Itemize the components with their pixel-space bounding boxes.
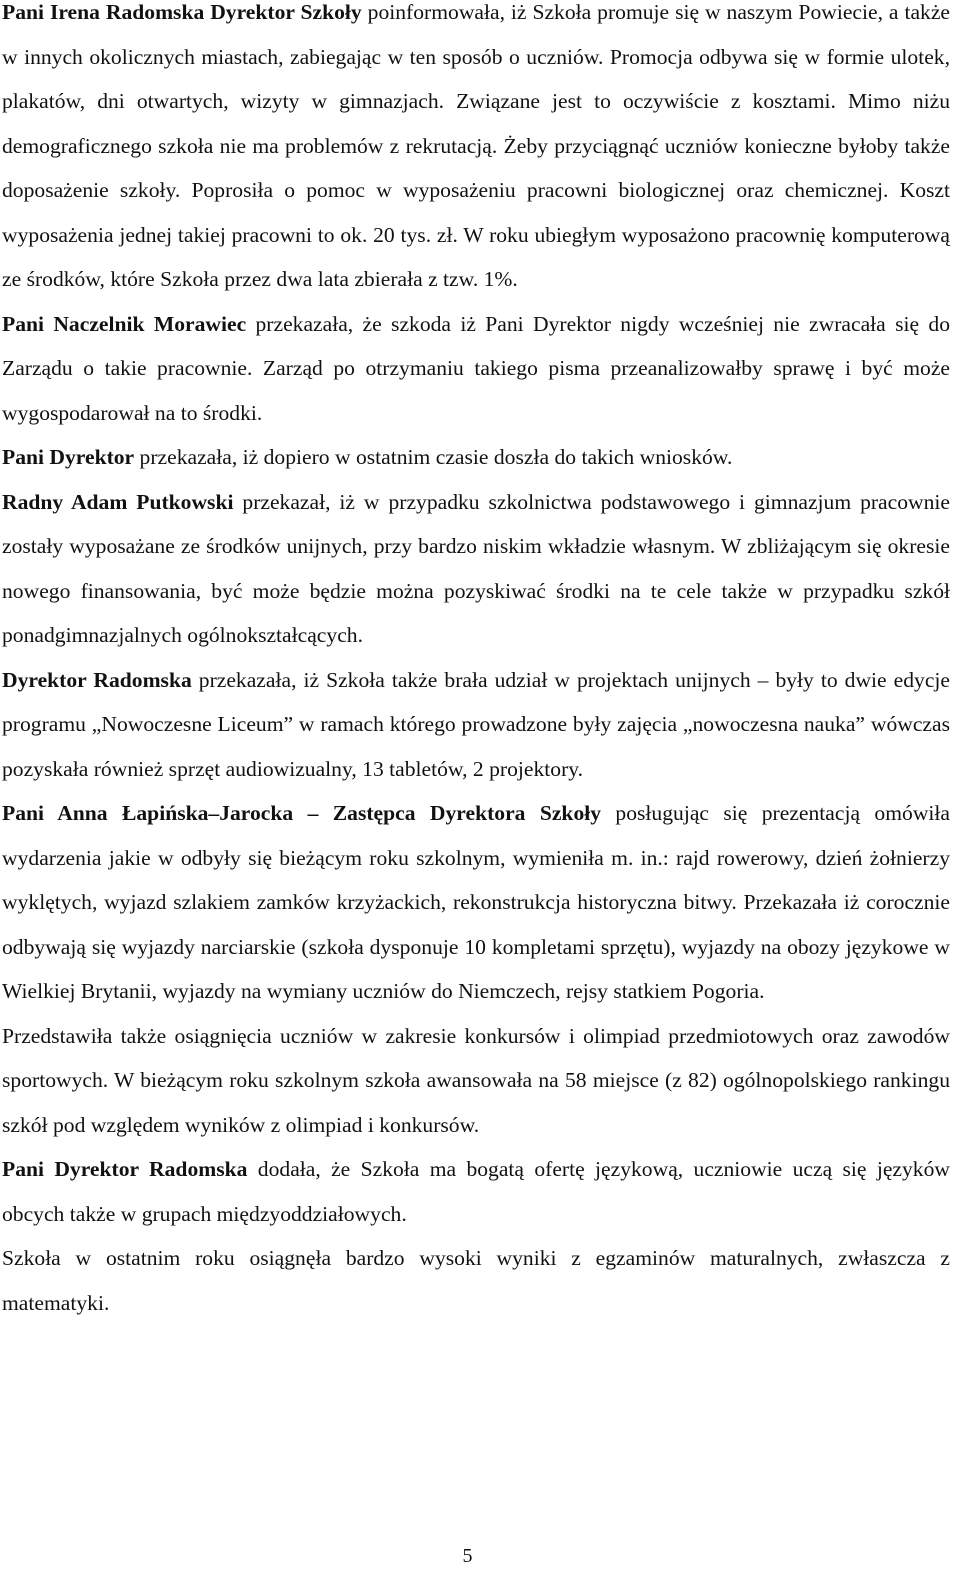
speaker-name: Pani Dyrektor <box>2 445 135 469</box>
paragraph-text: przekazała, iż dopiero w ostatnim czasie doszła do takich wniosków. <box>134 445 733 469</box>
paragraph-text: przekazała, że szkoda iż Pani Dyrektor nigdy wcześniej nie zwracała się do Zarządu o takie pracownie. Zarząd po otrzymaniu takiego pisma przeanalizowałby sprawę i być może wygospodarował na to środki. <box>2 311 950 425</box>
paragraph-language-offer <box>2 1147 950 1236</box>
speaker-name: Pani Dyrektor Radomska <box>2 1157 248 1181</box>
paragraph-putkowski <box>2 480 950 658</box>
paragraph-dyrektor-reply <box>2 435 950 480</box>
paragraph-radomska-promotion <box>2 0 950 302</box>
paragraph-radomska-projects <box>2 658 950 792</box>
speaker-name: Radny Adam Putkowski <box>2 489 234 514</box>
paragraph-text: Szkoła w ostatnim roku osiągnęła bardzo wysoki wyniki z egzaminów maturalnych, zwłaszcza z matematyki. <box>2 1246 950 1315</box>
speaker-name: Pani Naczelnik Morawiec <box>2 311 247 336</box>
paragraph-morawiec <box>2 302 950 436</box>
speaker-name: Pani Anna Łapińska–Jarocka – Zastępca Dyrektora Szkoły <box>2 801 602 825</box>
speaker-name: Dyrektor Radomska <box>2 667 192 692</box>
paragraph-text: Przedstawiła także osiągnięcia uczniów w zakresie konkursów i olimpiad przedmiotowych oraz zawodów sportowych. W bieżącym roku szkolnym szkoła awansowała na 58 miejsce (z 82) ogólnopolskiego rankingu szkół pod względem wyników z olimpiad i konkursów. <box>2 1023 950 1137</box>
paragraph-text: dodała, że Szkoła ma bogatą ofertę językową, uczniowie uczą się języków obcych także w grupach międzyoddziałowych. <box>2 1157 950 1226</box>
paragraph-text: posługując się prezentacją omówiła wydarzenia jakie w odbyły się bieżącym roku szkolnym, wymieniła m. in.: rajd rowerowy, dzień żołnierzy wyklętych, wyjazd szlakiem zamków krzyżackich, rekonstrukcja historyczna bitwy. Przekazała iż corocznie odbywają się wyjazdy narciarskie (szkoła dysponuje 10 kompletami sprzętu), wyjazdy na obozy językowe w Wielkiej Brytanii, wyjazdy na wymiany uczniów do Niemczech, rejsy statkiem Pogoria. <box>2 801 950 1003</box>
page-number: 5 <box>462 1545 473 1567</box>
speaker-name: Pani Irena Radomska Dyrektor Szkoły <box>2 0 362 24</box>
paragraph-achievements <box>2 1014 950 1148</box>
paragraph-lapinska-jarocka <box>2 791 950 1014</box>
paragraph-exam-results <box>2 1236 950 1325</box>
paragraph-text: poinformowała, iż Szkoła promuje się w naszym Powiecie, a także w innych okolicznych miastach, zabiegając w ten sposób o uczniów. Promocja odbywa się w formie ulotek, plakatów, dni otwartych, wizyty w gimnazjach. Związane jest to oczywiście z kosztami. Mimo niżu demograficznego szkoła nie ma problemów z rekrutacją. Żeby przyciągnąć uczniów konieczne byłoby także doposażenie szkoły. Poprosiła o pomoc w wyposażeniu pracowni biologicznej oraz chemicznej. Koszt wyposażenia jednej takiej pracowni to ok. 20 tys. zł. W roku ubiegłym wyposażono pracownię komputerową ze środków, które Szkoła przez dwa lata zbierała z tzw. 1%. <box>2 0 951 291</box>
paragraph-text: przekazał, iż w przypadku szkolnictwa podstawowego i gimnazjum pracownie zostały wyposażane ze środków unijnych, przy bardzo niskim wkładzie własnym. W zbliżającym się okresie nowego finansowania, być może będzie można pozyskiwać środki na te cele także w przypadku szkół ponadgimnazjalnych ogólnokształcących. <box>2 489 950 647</box>
paragraph-text: przekazała, iż Szkoła także brała udział w projektach unijnych – były to dwie edycje programu „Nowoczesne Liceum” w ramach którego prowadzone były zajęcia „nowoczesna nauka” wówczas pozyskała również sprzęt audiowizualny, 13 tabletów, 2 projektory. <box>2 667 950 781</box>
document-body <box>2 0 950 1325</box>
